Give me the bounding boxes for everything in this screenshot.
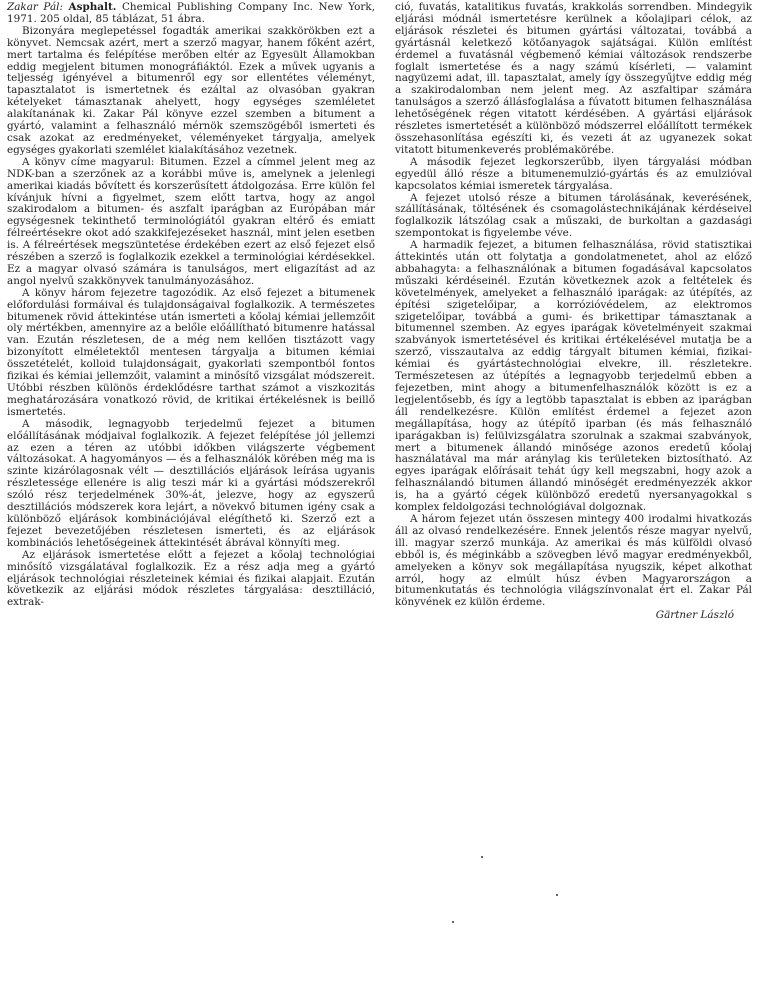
review-paragraph: A könyv címe magyarul: Bitumen. Ezzel a címmel jelent meg az NDK-ban a szerzőnek az a korábbi műve is, amelynek a jelenlegi amerikai kiadás bővített és korszerűsített átdolgozása. Erre külön fel kívánjuk hívni a figyelmet, szem előtt tartva, hogy az angol szakirodalom a bitumen- és aszfalt iparágban az Európában már egységesnek tekinthető terminológiától gyakran eltérő és emiatt félreértésekre okot adó szakkifejezéseket használ, mint jelen esetben is. A félreértések megszüntetése érdekében ezert az első fejezet első részében a szerző is foglalkozik ezekkel a terminológiai kérdésekkel. Ez a magyar olvasó számára is tanulságos, mert eligazítást ad az angol nyelvű szakkönyvek tanulmányozásához. — [7, 155, 375, 287]
scan-speck — [481, 856, 483, 858]
book-citation — [7, 2, 375, 26]
review-paragraph: A második fejezet legkorszerűbb, ilyen tárgyalási módban egyedül álló része a bitumenemulzió-gyártás és az emulzióval kapcsolatos kémiai ismeretek tárgyalása. — [395, 155, 752, 192]
scan-speck — [452, 921, 454, 923]
left-column — [7, 2, 375, 609]
reviewer-signature: Gärtner László — [655, 609, 734, 622]
scan-speck — [556, 894, 558, 896]
review-paragraph: A három fejezet után összesen mintegy 400 irodalmi hivatkozás áll az olvasó rendelkezésére. Ennek jelentős része magyar nyelvű, ill. magyar szerző munkája. Az amerikai és más külföldi olvasó ebből is, és méginkább a szövegben lévő magyar eredményekből, amelyeken a könyv sok megállapítása nyugszik, képet alkothat arról, hogy az elmúlt húsz évben Magyarországon a bitumenkutatás és technológia világszínvonalat ért el. Zakar Pál könyvének ez külön érdeme. — [395, 512, 752, 609]
review-paragraph: A könyv három fejezetre tagozódik. Az első fejezet a bitumenek előfordulási formáival és tulajdonságaival foglalkozik. A természetes bitumenek rövid áttekintése után ismerteti a kőolaj kémiai jellemzőit oly mértékben, amennyire az a belőle előállítható bitumenre hatással van. Ezután részletesen, de a még nem kellően tisztázott vagy bizonyított elméletektől mentesen tárgyalja a bitumen kémiai összetételét, kolloid tulajdonságait, gyakorlati szempontból fontos fizikai és kémiai jellemzőit, valamint a minősítő vizsgálat módszereit. Utóbbi részben különös érdeklődésre tarthat számot a viszkozitás meghatározására vonatkozó rövid, de kritikai értékelésnek is beillő ismertetés. — [7, 286, 375, 418]
review-paragraph: A fejezet utolsó része a bitumen tárolásának, keverésének, szállításának, töltésének és csomagolástechnikájának kérdéseivel foglalkozik látszólag csak a műszaki, de burkoltan a gazdasági szempontokat is figyelembe véve. — [395, 191, 752, 240]
review-paragraph: Bizonyára meglepetéssel fogadták amerikai szakkörökben ezt a könyvet. Nemcsak azért, mert a szerző magyar, hanem főként azért, mert tartalma és felépítése merőben eltér az Egyesült Államokban eddig megjelent bitumen monográfiáktól. Ezek a művek ugyanis a teljesség igényével a bitumenről egy sor ellentétes véleményt, tapasztalatot is ismertetnek és ezáltal az olvasóban gyakran kételyeket támasztanak ahelyett, hogy egységes szemléletet alakítanának ki. Zakar Pál könyve ezzel szemben a bitument a gyártó, valamint a felhasználó mérnök szemszögéből ismerteti és csak azokat az eredményeket, véleményeket tárgyalja, amelyek egységes gyakorlati szemlélet kialakításához vezetnek. — [7, 24, 375, 156]
review-paragraph: A második, legnagyobb terjedelmű fejezet a bitumen előállításának módjaival foglalkozik. A fejezet felépítése jól jellemzi az ezen a téren az utóbbi időkben világszerte végbement változásokat. A hagyományos — és a felhasználók körében még ma is szinte kizárólagosnak vélt — desztillációs eljárások leírása ugyanis részletessége ellenére is alig teszi már ki a gyártási módszerekről szóló rész terjedelmének 30%-át, jelezve, hogy az egyszerű desztillációs módszerek kora lejárt, a növekvő bitumen igény csak a különböző eljárások kombinációjával elégíthető ki. Szerző ezt a fejezet bevezetőjében részletesen ismerteti, és az eljárások kombinációs lehetőségeinek áttekintését ábrával könnyíti meg. — [7, 417, 375, 549]
review-paragraph: A harmadik fejezet, a bitumen felhasználása, rövid statisztikai áttekintés után ott folytatja a gondolatmenetet, ahol az előző abbahagyta: a felhasználónak a bitumen fogadásával kapcsolatos műszaki kérdéseinél. Ezután következnek azok a feltételek és követelmények, amelyeket a felhasználó iparágak: az útépítés, az építési szigetelőipar, a korrózióvédelem, az elektromos szigetelőipar, továbbá a gumi- és brikettipar támasztanak a bitumennel szemben. Az egyes iparágak követelményeit szakmai szabványok ismertetésével és kritikai értékelésével mutatja be a szerző, visszautalva az eddig tárgyalt bitumen kémiai, fizikai-kémiai és gyártástechnológiai elvekre, ill. részletekre. Természetesen az útépítés a legnagyobb terjedelmű ebben a fejezetben, mint ahogy a bitumenfelhasználók között is ez a legjelentősebb, és így a legtöbb tapasztalat is ebben az iparágban áll rendelkezésre. Külön említést érdemel a fejezet azon megállapítása, hogy az útépítő iparban (és más felhasználó iparágakban is) felülvizsgálatra szorulnak a szakmai szabványok, mert a bitumenek állandó minősége azonos eredetű kőolaj használatával ma már aránylag kis területeken biztosítható. Az egyes iparágak előírásait tehát úgy kell megszabni, hogy azok a felhasználandó bitumen állandó minőségét eredményezzék akkor is, ha a gyártó cégek különböző eredetű nyersanyagokkal s komplex feldolgozási technológiával dolgoznak. — [395, 239, 752, 514]
citation-details: Chemical Publishing Company Inc. New York, 1971. 205 oldal, 85 táblázat, 51 ábra. — [7, 1, 376, 25]
citation-title: Asphalt. — [68, 1, 117, 13]
citation-author: Zakar Pál: — [7, 1, 63, 13]
right-column — [395, 2, 752, 622]
review-paragraph: Az eljárások ismertetése előtt a fejezet a kőolaj technológiai minősítő vizsgálatával foglalkozik. Ez a rész adja meg a gyártó eljárások technológiai részleteinek kémiai és fizikai alapjait. Ezután következik az eljárási módok részletes tárgyalása: desztilláció, extrak- — [7, 548, 375, 609]
review-paragraph: ció, fuvatás, katalitikus fuvatás, krakkolás sorrendben. Mindegyik eljárási módnál ismertetésre kerülnek a kőolajipari célok, az eljárások részletei és bitumen gyártási változatai, továbbá a gyártásnál keletkező kötőanyagok sajátságai. Külön említést érdemel a fuvatásnál végbemenő kémiai változások rendszerbe foglalt ismertetése és a nagy számú kísérleti, — valamint nagyüzemi adat, ill. tapasztalat, amely így összegyűjtve eddig még a szakirodalomban nem jelent meg. Az aszfaltipar számára tanulságos a szerző állásfoglalása a fúvatott bitumen felhasználása lehetőségének régen vitatott kérdésében. A gyártási eljárások részletes ismertetését a különböző módszerrel előállított termékek összehasonlítása egészíti ki, és vezeti át az ugyanezek sokat vitatott bitumenkeverés problémakörébe. — [395, 1, 752, 156]
